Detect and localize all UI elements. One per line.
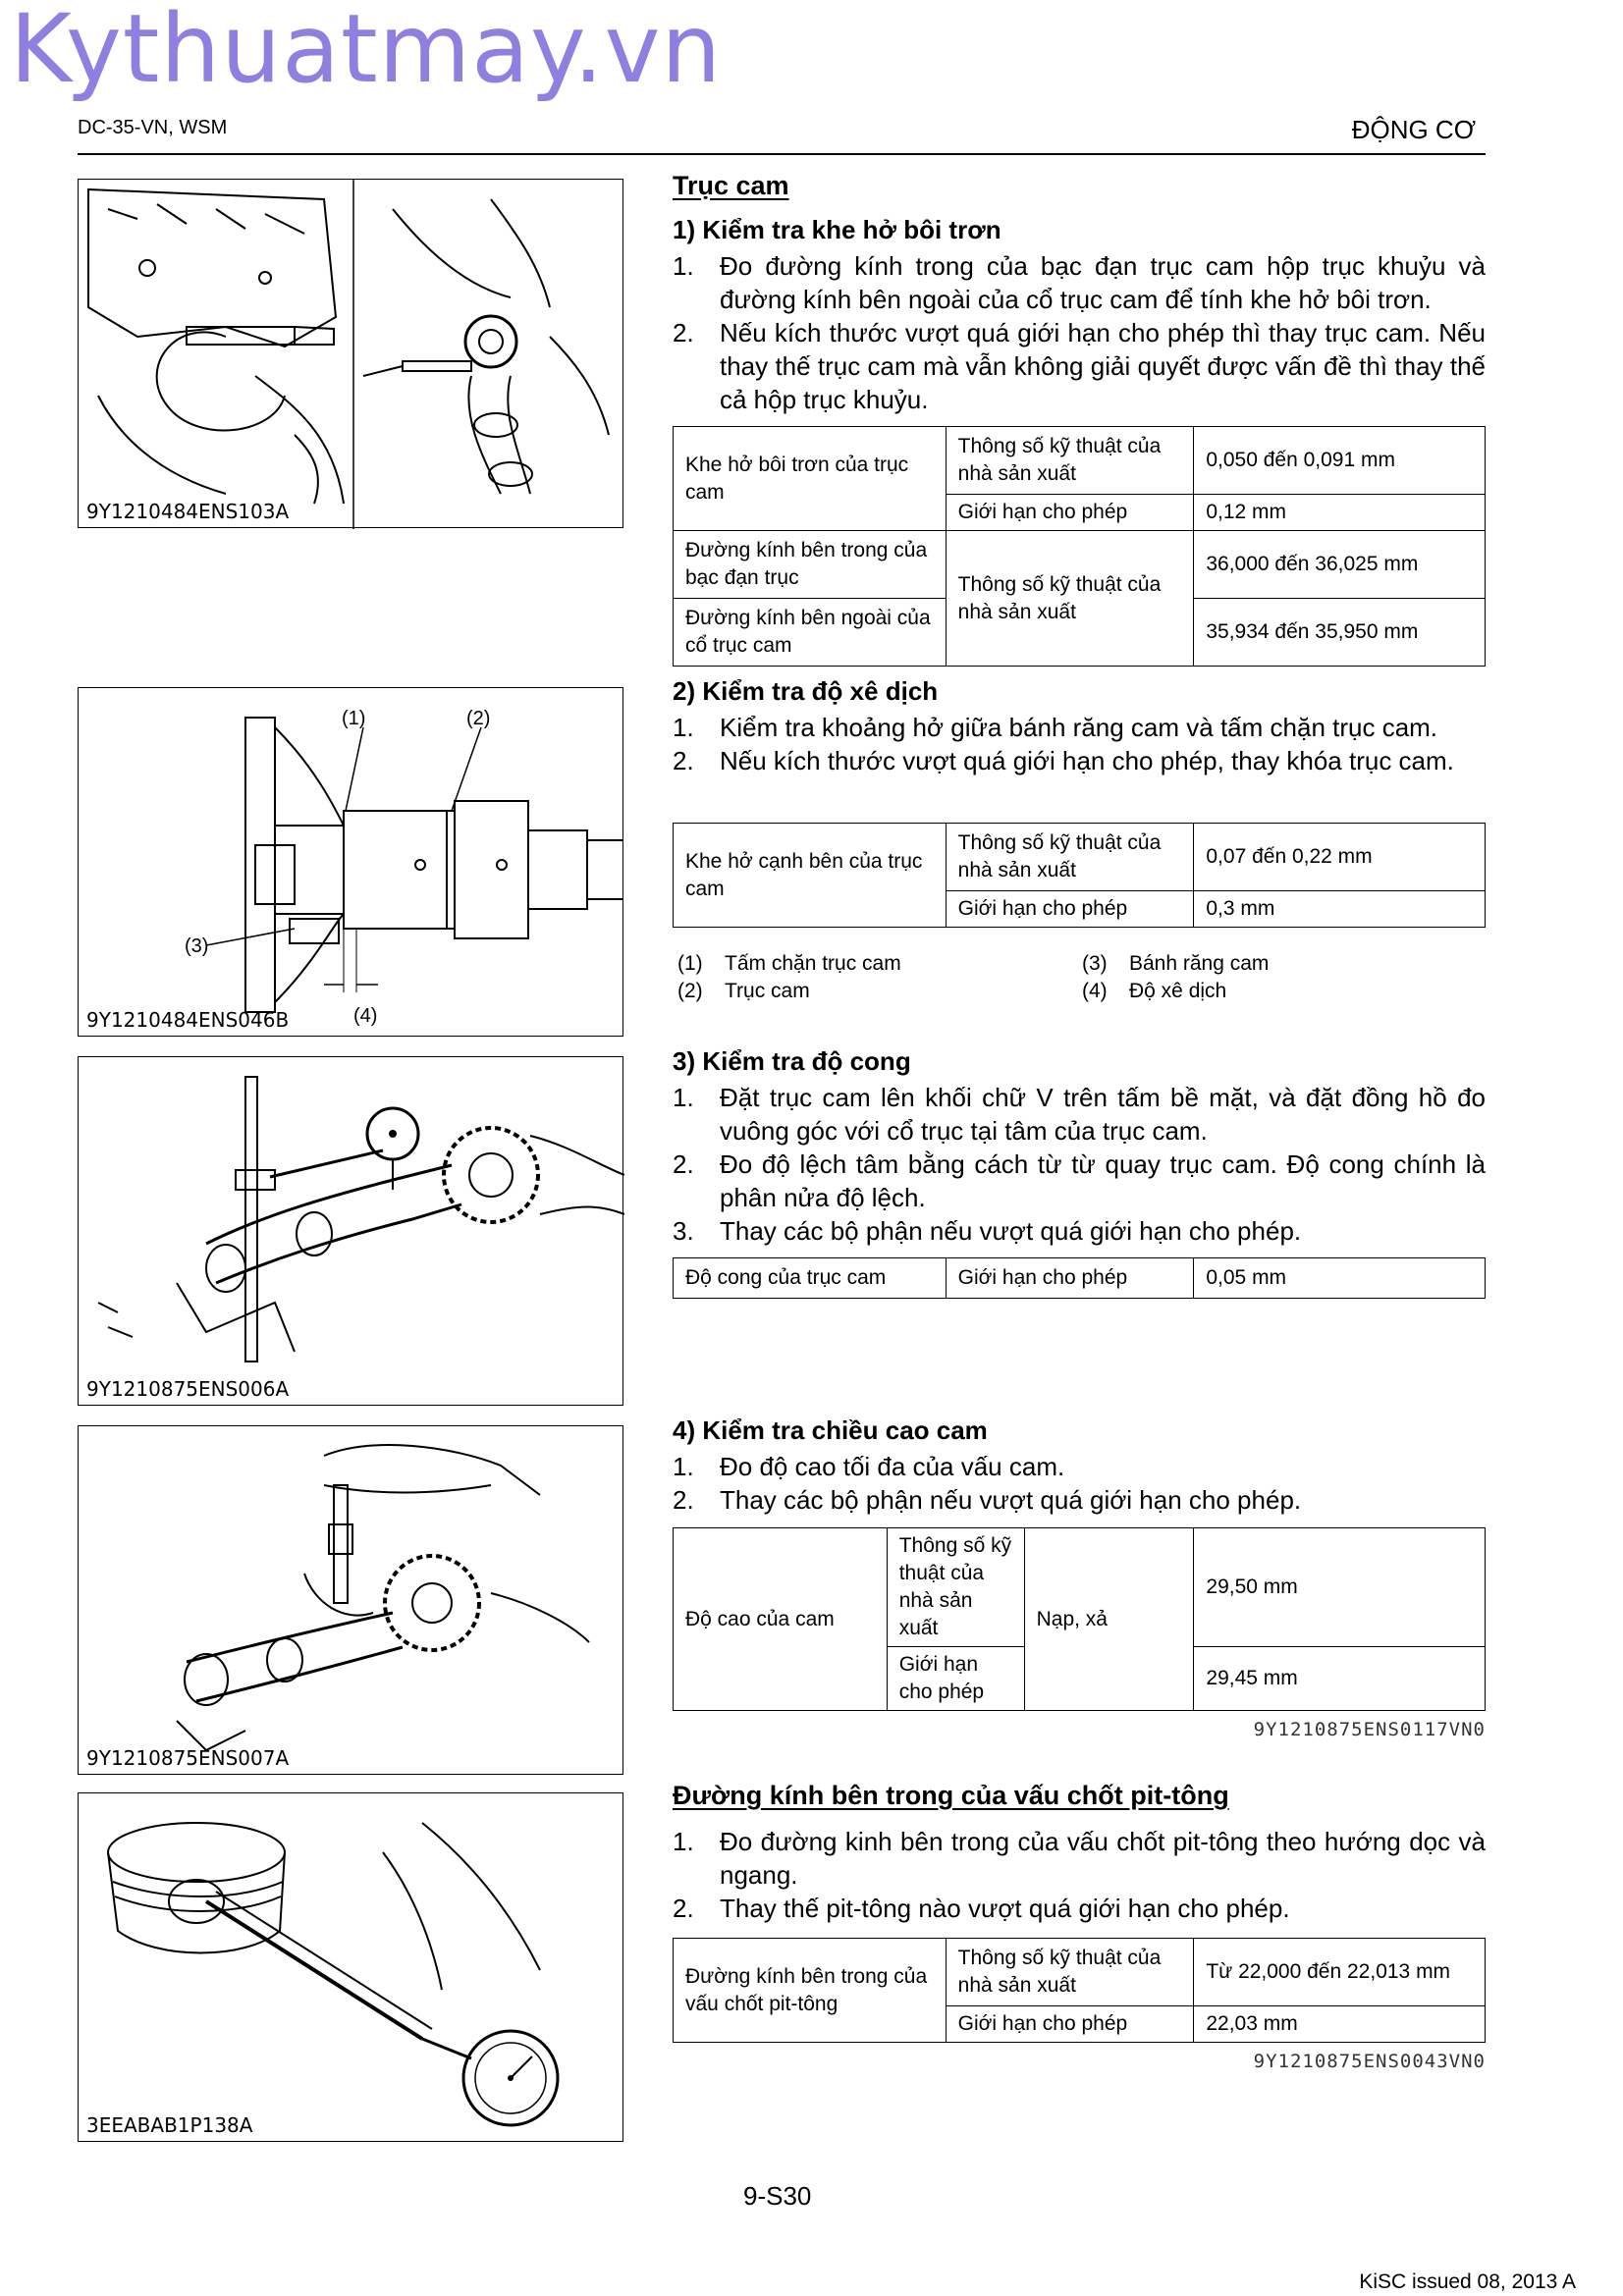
piston-pin-table [673,1938,1486,2043]
legend-item: (4) Độ xê dịch [1082,980,1227,1002]
callout-2: (2) [466,708,491,729]
legend-item: (3) Bánh răng cam [1082,952,1270,975]
cam-height-micrometer-illustration [79,1426,624,1776]
spec-label: Thông số kỹ thuật của nhà sản xuất [946,1939,1194,2006]
spec-label: Thông số kỹ thuật của nhà sản xuất [946,531,1194,667]
step-item: 2. Đo độ lệch tâm bằng cách từ từ quay trục cam. Độ cong chính là phân nửa độ lệch. [673,1149,1486,1212]
figure-oil-clearance [78,179,623,528]
step-item: 2. Thay các bộ phận nếu vượt quá giới hạn cho phép. [673,1485,1302,1515]
step-item: 2. Thay thế pit-tông nào vượt quá giới hạn cho phép. [673,1894,1290,1923]
limit-label: Giới hạn cho phép [946,495,1194,531]
page-number: 9-S30 [743,2181,812,2211]
limit-value: 0,3 mm [1194,891,1486,928]
spec-value: Từ 22,000 đến 22,013 mm [1194,1939,1486,2006]
callout-3: (3) [185,935,209,957]
limit-value: 22,03 mm [1194,2006,1486,2043]
micrometer-bore-gauge-illustration [79,180,624,529]
figure-code: 9Y1210875ENS007A [86,1746,290,1770]
step-item: 3. Thay các bộ phận nếu vượt quá giới hạn cho phép. [673,1216,1302,1246]
spec-label: Thông số kỹ thuật của nhà sản xuất [946,427,1194,495]
step-item: 1. Đo đường kinh bên trong của vấu chốt pit-tông theo hướng dọc và ngang. [673,1827,1486,1890]
step-item: 2. Nếu kích thước vượt quá giới hạn cho phép, thay khóa trục cam. [673,746,1454,775]
header-divider [78,153,1486,155]
chapter-title: ĐỘNG CƠ [1351,115,1476,144]
section-title-piston-pin: Đường kính bên trong của vấu chốt pit-tông [673,1781,1229,1810]
figure-code: 9Y1210484ENS103A [86,500,290,523]
figure-cam-height [78,1425,623,1775]
step-item: 1. Đo độ cao tối đa của vấu cam. [673,1452,1065,1481]
subsection-cam-height-title: 4) Kiểm tra chiều cao cam [673,1415,988,1445]
spec-value: 29,50 mm [1194,1528,1486,1647]
subsection-bend-title: 3) Kiểm tra độ cong [673,1046,911,1076]
valve-type: Nạp, xả [1024,1528,1194,1711]
legend-item: (2) Trục cam [677,980,810,1002]
subsection-side-clearance-title: 2) Kiểm tra độ xê dịch [673,676,939,706]
dial-gauge-v-block-illustration [79,1057,624,1407]
limit-value: 29,45 mm [1194,1647,1486,1711]
spec-value: 0,07 đến 0,22 mm [1194,824,1486,891]
bend-table [673,1257,1486,1299]
figure-side-clearance [78,687,623,1037]
row-label: Khe hở cạnh bên của trục cam [674,824,947,928]
figure-bend [78,1056,623,1406]
row-label: Đường kính bên ngoài của cổ trục cam [674,599,947,667]
figure-piston-pin [78,1792,623,2142]
spec-value: 0,050 đến 0,091 mm [1194,427,1486,495]
figure-code: 9Y1210875ENS006A [86,1377,290,1401]
cam-height-table [673,1527,1486,1711]
side-clearance-table [673,823,1486,928]
step-item: 1. Đo đường kính trong của bạc đạn trục cam hộp trục khuỷu và đường kính bên ngoài của cổ trục cam để tính khe hở bôi trơn. [673,251,1486,314]
callout-1: (1) [342,708,366,729]
row-label: Đường kính bên trong của vấu chốt pit-tông [674,1939,947,2043]
document-code: DC-35-VN, WSM [78,117,228,138]
reference-code: 9Y1210875ENS0043VN0 [1253,2051,1486,2072]
figure-code: 9Y1210484ENS046B [86,1008,290,1032]
section-title-camshaft: Trục cam [673,171,789,200]
row-label: Đường kính bên trong của bạc đạn trục [674,531,947,599]
limit-value: 0,12 mm [1194,495,1486,531]
legend-item: (1) Tấm chặn trục cam [677,952,901,975]
oil-clearance-table [673,426,1486,667]
spec-label: Thông số kỹ thuật của nhà sản xuất [887,1528,1024,1647]
camshaft-side-clearance-illustration [79,688,624,1038]
step-item: 2. Nếu kích thước vượt quá giới hạn cho phép thì thay trục cam. Nếu thay thế trục cam mà vẫn không giải quyết được vấn đề thì thay thế cả hộp trục khuỷu. [673,318,1486,414]
issue-note: KiSC issued 08, 2013 A [1359,2270,1576,2293]
reference-code: 9Y1210875ENS0117VN0 [1253,1719,1486,1740]
limit-label: Giới hạn cho phép [946,2006,1194,2043]
spec-value: 36,000 đến 36,025 mm [1194,531,1486,599]
limit-label: Giới hạn cho phép [946,1258,1194,1299]
limit-label: Giới hạn cho phép [946,891,1194,928]
subsection-oil-clearance-title: 1) Kiểm tra khe hở bôi trơn [673,215,1001,244]
row-label: Độ cong của trục cam [674,1258,947,1299]
step-item: 1. Đặt trục cam lên khối chữ V trên tấm bề mặt, và đặt đồng hồ đo vuông góc với cổ trục tại tâm của trục cam. [673,1083,1486,1146]
piston-pin-bore-gauge-illustration [79,1793,624,2143]
spec-label: Thông số kỹ thuật của nhà sản xuất [946,824,1194,891]
row-label: Độ cao của cam [674,1528,888,1711]
figure-code: 3EEABAB1P138A [86,2113,253,2137]
callout-4: (4) [353,1005,378,1027]
row-label: Khe hở bôi trơn của trục cam [674,427,947,531]
limit-value: 0,05 mm [1194,1258,1486,1299]
spec-value: 35,934 đến 35,950 mm [1194,599,1486,667]
watermark: Kythuatmay.vn [10,0,723,104]
limit-label: Giới hạn cho phép [887,1647,1024,1711]
step-item: 1. Kiểm tra khoảng hở giữa bánh răng cam và tấm chặn trục cam. [673,713,1438,742]
